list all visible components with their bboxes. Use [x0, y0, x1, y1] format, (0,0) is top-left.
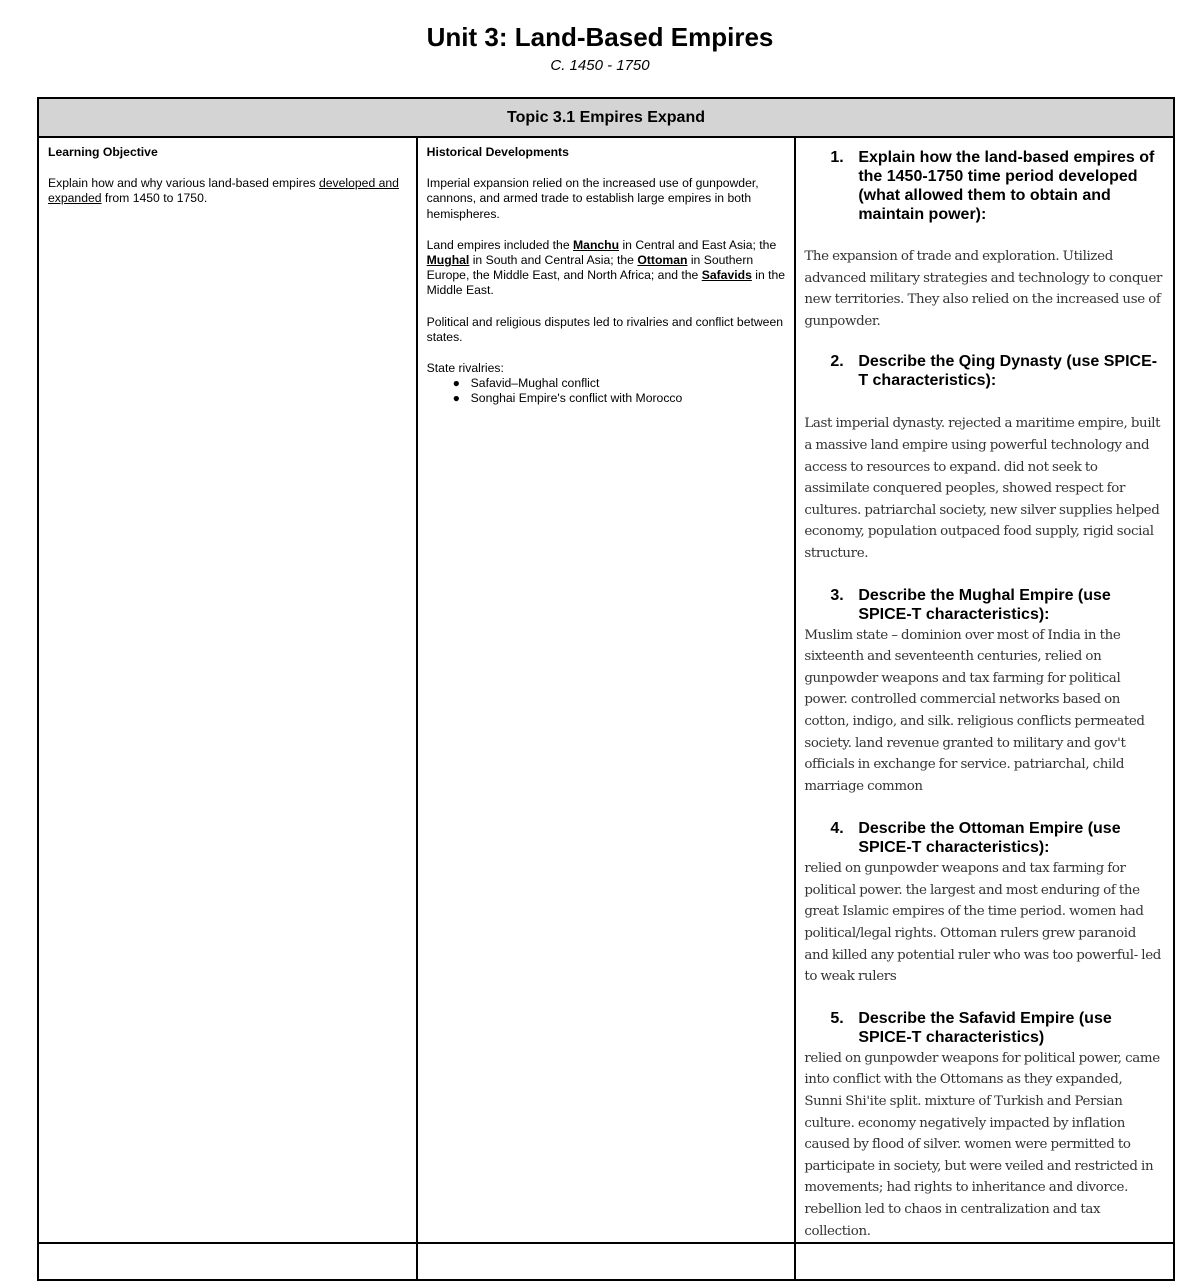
topic-table — [37, 97, 1175, 1281]
historical-developments-cell — [417, 137, 796, 1243]
question-3: 3. Describe the Mughal Empire (use SPICE-T characteristics): — [830, 586, 1111, 623]
ottoman-term: Ottoman — [637, 253, 688, 268]
disputes-paragraph: Political and religious disputes led to rivalries and conflict between states. — [426, 314, 783, 344]
learning-objective-heading: Learning Objective — [48, 145, 158, 159]
rivalries-label: State rivalries: — [426, 361, 504, 376]
question-1: 1. Explain how the land-based empires of the 1450-1750 time period developed (what allowed them to obtain and maintain power): — [830, 149, 1155, 223]
historical-developments-heading: Historical Developments — [426, 145, 569, 159]
page-title: Unit 3: Land-Based Empires — [426, 22, 774, 52]
safavids-term: Safavids — [701, 268, 752, 283]
mughal-term: Mughal — [426, 253, 470, 268]
manchu-term: Manchu — [573, 237, 620, 252]
development-paragraph: Imperial expansion relied on the increased use of gunpowder, cannons, and armed trade to establish large empires in both hemispheres. — [426, 176, 759, 221]
empty-cell — [417, 1243, 796, 1280]
answer-2: Last imperial dynasty. rejected a maritime empire, built a massive land empire using powerful technology and access to resources to expand. did not seek to assimilate conquered peoples, showed respect for cultures. patriarchal society, new silver supplies helped economy, population outpaced food supply, rigid social structure. — [804, 416, 1161, 561]
answer-3: Muslim state – dominion over most of India in the sixteenth and seventeenth centuries, relied on gunpowder weapons and tax farming for political power. controlled commercial networks based on cotton, indigo, and silk. religious conflicts permeated society. land revenue granted to military and gov't officials in exchange for service. patriarchal, child marriage common — [804, 627, 1145, 794]
answer-1: The expansion of trade and exploration. Utilized advanced military strategies and technology to conquer new territories. They also relied on the increased use of gunpowder. — [804, 249, 1163, 329]
answer-4: relied on gunpowder weapons and tax farming for political power. the largest and most enduring of the great Islamic empires of the time period. women had political/legal rights. Ottoman rulers grew paranoid and killed any potential ruler who was too powerful- led to weak rulers — [804, 861, 1162, 985]
list-item: ● Safavid–Mughal conflict — [452, 376, 600, 391]
list-item: ● Songhai Empire's conflict with Morocco — [452, 391, 683, 406]
questions-cell — [795, 137, 1174, 1243]
empty-cell — [38, 1243, 417, 1280]
rivalries-list — [427, 376, 787, 406]
question-4: 4. Describe the Ottoman Empire (use SPICE-T characteristics): — [830, 820, 1121, 857]
empty-cell — [795, 1243, 1174, 1280]
answer-5: relied on gunpowder weapons for political power, came into conflict with the Ottomans as they expanded, Sunni Shi'ite split. mixture of Turkish and Persian culture. economy negatively impacted by inflation caused by flood of silver. women were permitted to participate in society, but were veiled and restricted in movements; had rights to inheritance and divorce. rebellion led to chaos in centralization and tax collection. — [804, 1050, 1160, 1239]
land-empires-paragraph: Land empires included the Manchu in Central and East Asia; the Mughal in South and Central Asia; the Ottoman in Southern Europe, the Middle East, and North Africa; and the Safavids in the Middle East. — [426, 237, 786, 298]
learning-objective-text: Explain how and why various land-based empires developed and expanded from 1450 to 1750. — [48, 176, 399, 206]
question-5: 5. Describe the Safavid Empire (use SPICE-T characteristics) — [830, 1009, 1112, 1046]
learning-objective-cell — [38, 137, 417, 1243]
question-2: 2. Describe the Qing Dynasty (use SPICE-T characteristics): — [830, 353, 1158, 390]
topic-header: Topic 3.1 Empires Expand — [38, 98, 1174, 137]
page-subtitle: C. 1450 - 1750 — [550, 57, 650, 74]
